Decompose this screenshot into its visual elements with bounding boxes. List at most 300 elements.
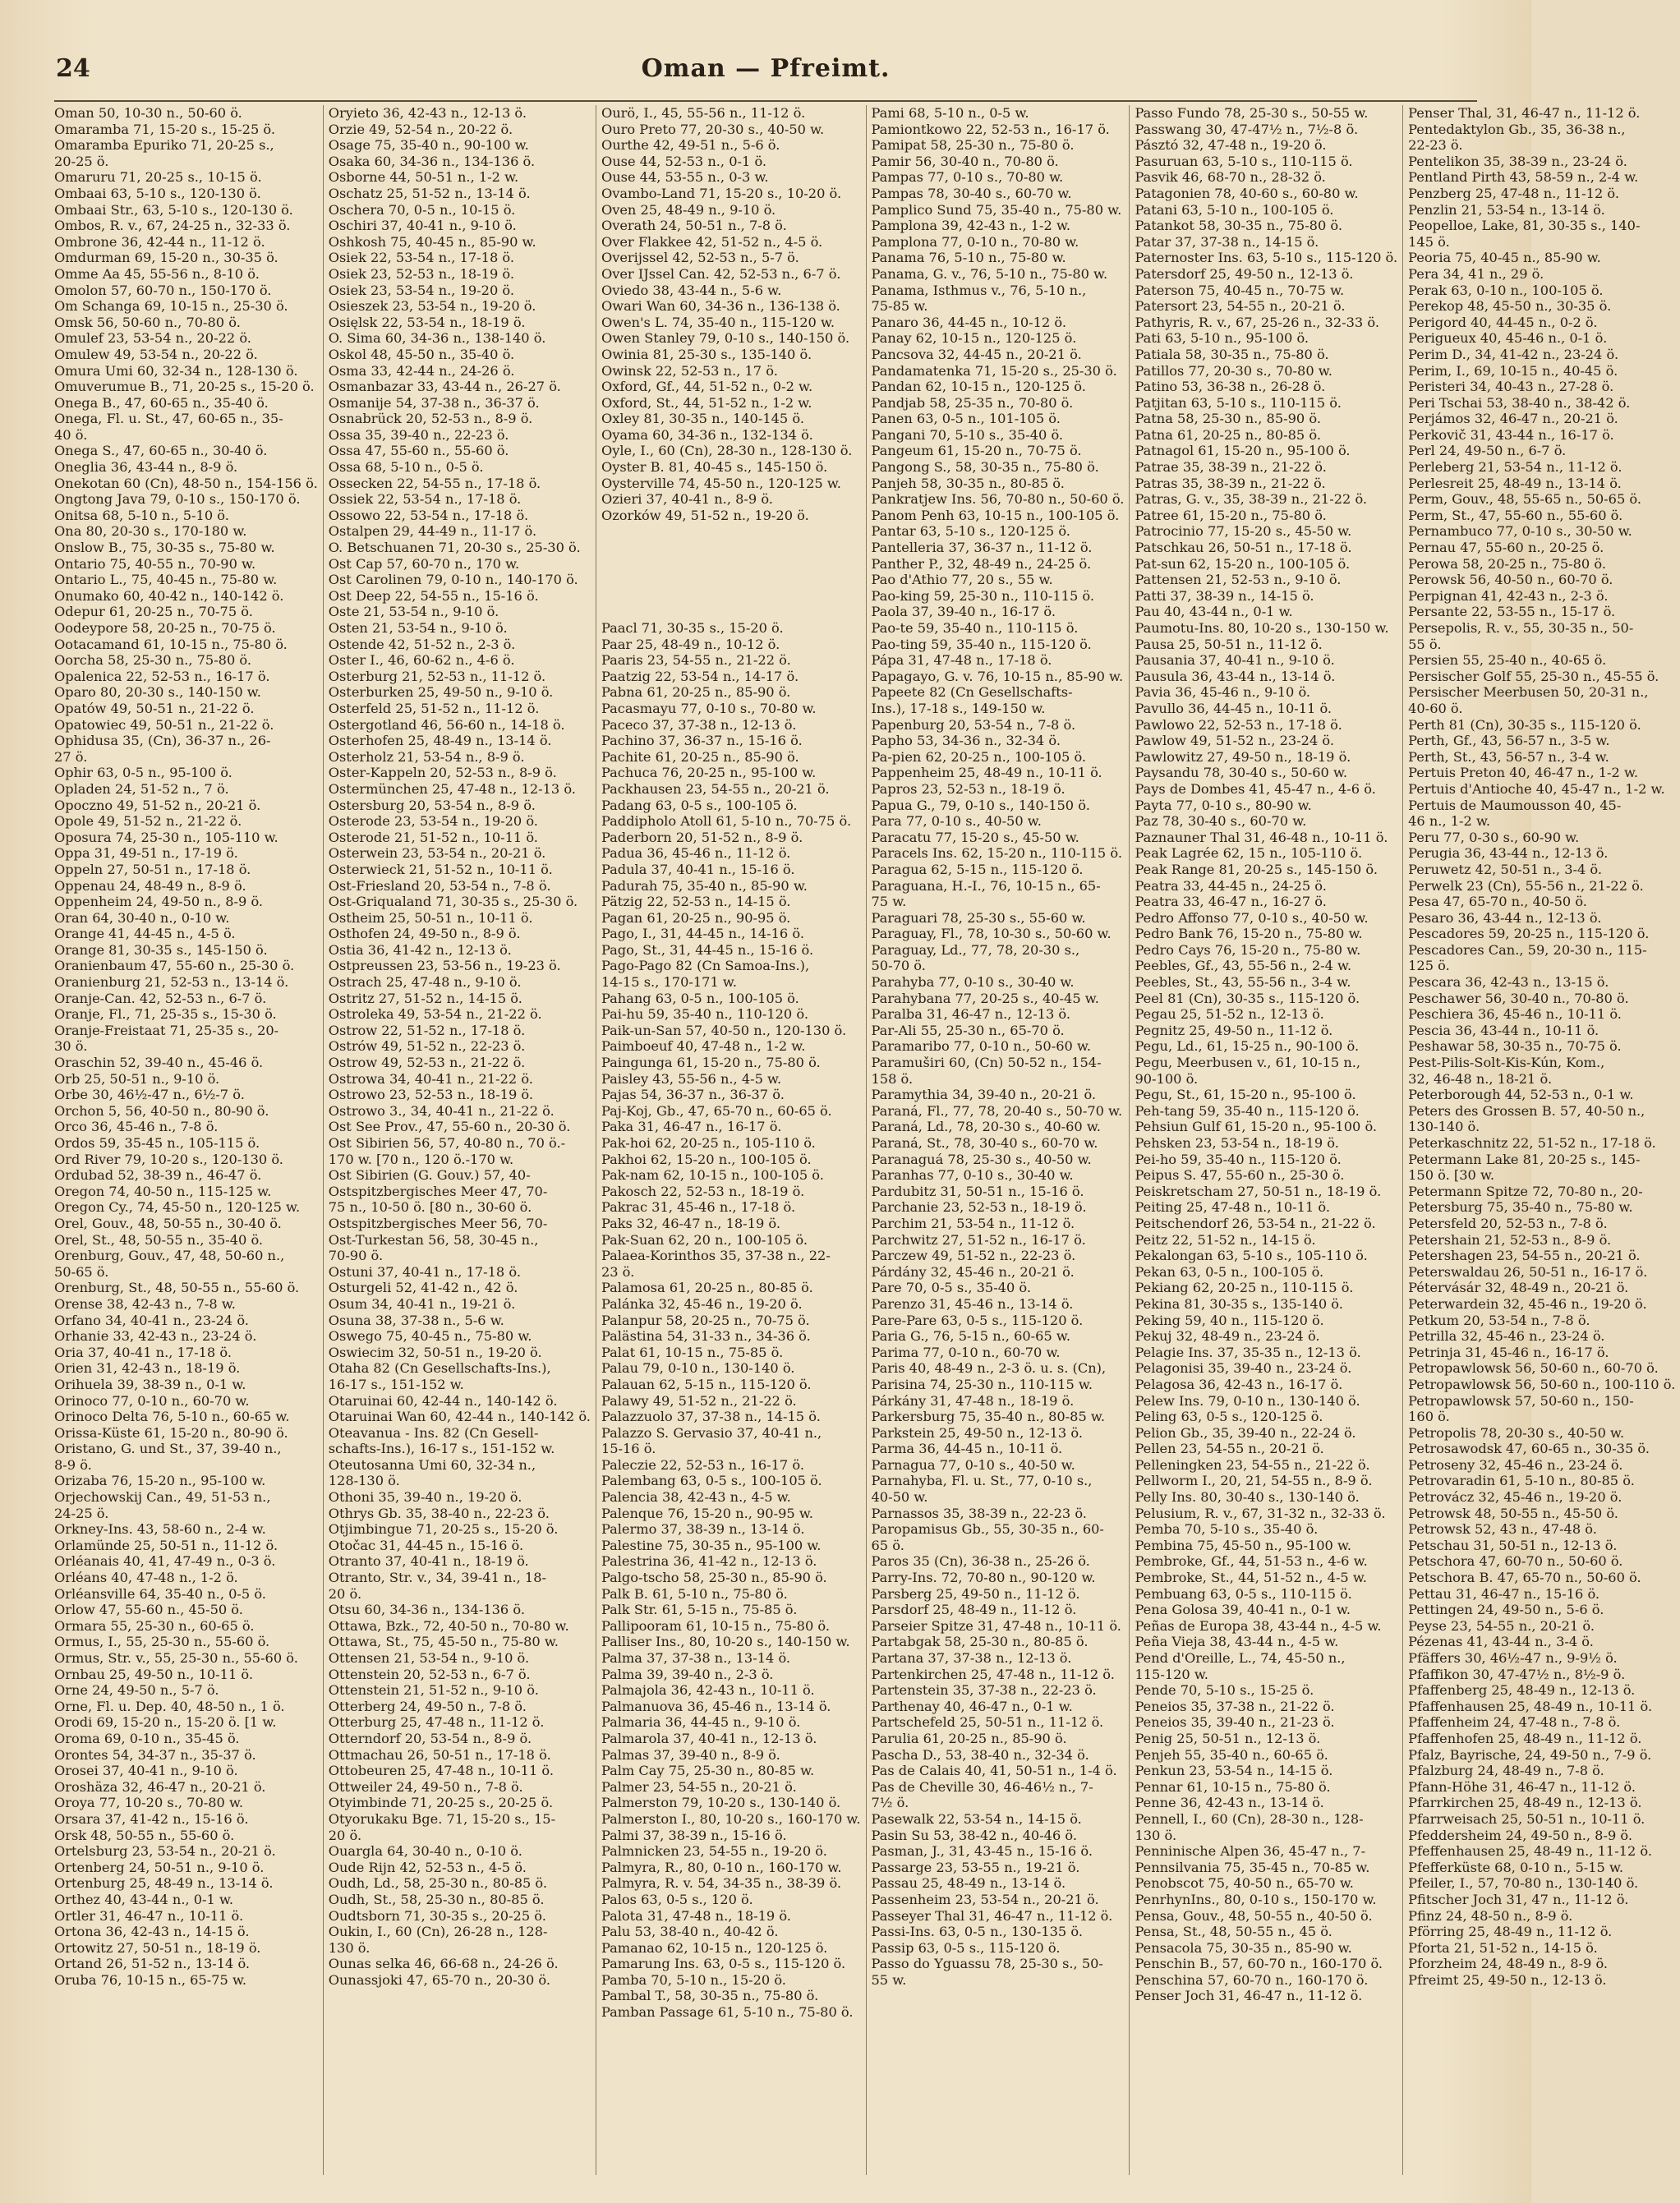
index-entry: Pfalz, Bayrische, 24, 49-50 n., 7-9 ö. — [1408, 1746, 1652, 1763]
index-entry: PenrhynIns., 80, 0-10 s., 150-170 w. — [1135, 1891, 1377, 1907]
index-entry: Penkun 23, 53-54 n., 14-15 ö. — [1135, 1763, 1333, 1779]
index-entry: Opatowiec 49, 50-51 n., 21-22 ö. — [54, 716, 274, 733]
index-entry: Pago, I., 31, 44-45 n., 14-16 ö. — [601, 926, 804, 942]
index-entry: Oranje-Can. 42, 52-53 n., 6-7 ö. — [54, 990, 267, 1006]
index-entry: Panama, Isthmus v., 76, 5-10 n., — [871, 282, 1087, 298]
index-entry: Pachuca 76, 20-25 n., 95-100 w. — [601, 765, 817, 781]
index-entry: Ossa 68, 5-10 n., 0-5 ö. — [328, 459, 484, 476]
index-entry: Pásztó 32, 47-48 n., 19-20 ö. — [1135, 137, 1327, 154]
index-entry: Osterhofen 25, 48-49 n., 13-14 ö. — [328, 733, 552, 749]
index-entry: Pfinz 24, 48-50 n., 8-9 ö. — [1408, 1907, 1573, 1924]
index-entry: Oppenau 24, 48-49 n., 8-9 ö. — [54, 877, 246, 894]
index-entry: Passo Fundo 78, 25-30 s., 50-55 w. — [1135, 105, 1369, 121]
index-entry: Perl 24, 49-50 n., 6-7 ö. — [1408, 443, 1567, 459]
index-entry: Ottenstein 20, 52-53 n., 6-7 ö. — [328, 1666, 531, 1682]
index-entry: Pesaro 36, 43-44 n., 12-13 ö. — [1408, 909, 1602, 926]
index-entry: Orchon 5, 56, 40-50 n., 80-90 ö. — [54, 1102, 269, 1119]
index-entry: Oschera 70, 0-5 n., 10-15 ö. — [328, 201, 516, 218]
index-entry: Paks 32, 46-47 n., 18-19 ö. — [601, 1215, 780, 1231]
index-entry: Ostrowa 34, 40-41 n., 21-22 ö. — [328, 1070, 533, 1087]
index-entry: Pausania 37, 40-41 n., 9-10 ö. — [1135, 652, 1335, 669]
index-entry: Oxley 81, 30-35 n., 140-145 ö. — [601, 411, 804, 427]
index-entry: Opole 49, 51-52 n., 21-22 ö. — [54, 813, 242, 830]
index-entry: Ortler 31, 46-47 n., 10-11 ö. — [54, 1907, 244, 1924]
index-entry: Parsdorf 25, 48-49 n., 11-12 ö. — [871, 1602, 1077, 1618]
index-entry: Ostersburg 20, 53-54 n., 8-9 ö. — [328, 797, 536, 813]
index-entry: Pangani 70, 5-10 s., 35-40 ö. — [871, 426, 1064, 443]
index-entry: 170 w. [70 n., 120 ö.-170 w. — [328, 1151, 514, 1167]
index-entry: 27 ö. — [54, 748, 88, 765]
index-entry: Pao-king 59, 25-30 n., 110-115 ö. — [871, 587, 1095, 604]
index-entry: Ounas selka 46, 66-68 n., 24-26 ö. — [328, 1956, 559, 1972]
index-entry: Over Flakkee 42, 51-52 n., 4-5 ö. — [601, 233, 823, 250]
index-entry: Ombaai Str., 63, 5-10 s., 120-130 ö. — [54, 201, 293, 218]
index-entry: Peoria 75, 40-45 n., 85-90 w. — [1408, 250, 1601, 266]
index-entry: Párdány 32, 45-46 n., 20-21 ö. — [871, 1263, 1075, 1280]
index-entry: Ortona 36, 42-43 n., 14-15 ö. — [54, 1924, 250, 1940]
index-entry: Oukin, I., 60 (Cn), 26-28 n., 128- — [328, 1924, 548, 1940]
index-entry: Orne 24, 49-50 n., 5-7 ö. — [54, 1682, 219, 1699]
index-entry: Owen Stanley 79, 0-10 s., 140-150 ö. — [601, 330, 850, 347]
index-entry: Pampas 77, 0-10 s., 70-80 w. — [871, 169, 1064, 186]
index-entry: Perleberg 21, 53-54 n., 11-12 ö. — [1408, 459, 1622, 476]
index-entry: Peiting 25, 47-48 n., 10-11 ö. — [1135, 1199, 1330, 1216]
index-entry: 24-25 ö. — [54, 1505, 109, 1521]
index-entry: Osten 21, 53-54 n., 9-10 ö. — [328, 620, 508, 636]
index-entry: Parthenay 40, 46-47 n., 0-1 w. — [871, 1698, 1073, 1714]
index-entry: Orb 25, 50-51 n., 9-10 ö. — [54, 1070, 220, 1087]
index-entry: Ost Sibirien 56, 57, 40-80 n., 70 ö.- — [328, 1135, 566, 1151]
index-entry: Perth, St., 43, 56-57 n., 3-4 w. — [1408, 748, 1609, 765]
index-entry: Pankratjew Ins. 56, 70-80 n., 50-60 ö. — [871, 491, 1125, 508]
index-entry: Pest-Pilis-Solt-Kis-Kún, Kom., — [1408, 1055, 1605, 1071]
index-entry: Orlamünde 25, 50-51 n., 11-12 ö. — [54, 1537, 278, 1553]
index-entry: 40-50 w. — [871, 1489, 928, 1506]
index-entry: Ottawa, St., 75, 45-50 n., 75-80 w. — [328, 1634, 559, 1650]
index-entry: Pembroke, Gf., 44, 51-53 n., 4-6 w. — [1135, 1553, 1368, 1570]
running-title: Oman — Pfreimt. — [641, 54, 891, 83]
index-entry: Otaruinai 60, 42-44 n., 140-142 ö. — [328, 1392, 558, 1409]
index-entry: Pensa, St., 48, 50-55 n., 45 ö. — [1135, 1924, 1332, 1940]
index-entry: Pellworm I., 20, 21, 54-55 n., 8-9 ö. — [1135, 1473, 1373, 1489]
index-entry: Pasin Su 53, 38-42 n., 40-46 ö. — [871, 1827, 1078, 1843]
index-entry: Pétervásár 32, 48-49 n., 20-21 ö. — [1408, 1280, 1629, 1296]
index-entry: Persischer Meerbusen 50, 20-31 n., — [1408, 684, 1649, 701]
index-entry — [601, 540, 861, 556]
index-entry: Pehsken 23, 53-54 n., 18-19 ö. — [1135, 1135, 1339, 1151]
index-entry: Oranje-Freistaat 71, 25-35 s., 20- — [54, 1022, 279, 1038]
index-entry: Ormus, I., 55, 25-30 n., 55-60 ö. — [54, 1634, 270, 1650]
index-entry: Pegnitz 25, 49-50 n., 11-12 ö. — [1135, 1022, 1333, 1038]
index-entry: Pamplona 39, 42-43 n., 1-2 w. — [871, 218, 1071, 234]
index-entry: Palestrina 36, 41-42 n., 12-13 ö. — [601, 1553, 817, 1570]
index-entry: Osmanbazar 33, 43-44 n., 26-27 ö. — [328, 379, 561, 395]
index-entry: Patschkau 26, 50-51 n., 17-18 ö. — [1135, 540, 1352, 556]
index-entry: Peyse 23, 54-55 n., 20-21 ö. — [1408, 1617, 1595, 1634]
index-entry: Osborne 44, 50-51 n., 1-2 w. — [328, 169, 519, 186]
index-entry: Perigueux 40, 45-46 n., 0-1 ö. — [1408, 330, 1608, 347]
index-entry: Parchanie 23, 52-53 n., 18-19 ö. — [871, 1199, 1087, 1216]
index-entry: Paramuširi 60, (Cn) 50-52 n., 154- — [871, 1055, 1102, 1071]
index-entry: Orléans 40, 47-48 n., 1-2 ö. — [54, 1570, 238, 1586]
index-entry: Oraschin 52, 39-40 n., 45-46 ö. — [54, 1055, 264, 1071]
index-entry: Paralba 31, 46-47 n., 12-13 ö. — [871, 1006, 1071, 1023]
index-entry: Penninische Alpen 36, 45-47 n., 7- — [1135, 1843, 1366, 1860]
index-entry: Palawy 49, 51-52 n., 21-22 ö. — [601, 1392, 797, 1409]
index-entry: Palästina 54, 31-33 n., 34-36 ö. — [601, 1328, 811, 1345]
index-entry: Peatra 33, 46-47 n., 16-27 ö. — [1135, 894, 1327, 910]
index-entry: Peking 59, 40 n., 115-120 ö. — [1135, 1312, 1324, 1328]
index-entry: Osieszek 23, 53-54 n., 19-20 ö. — [328, 298, 536, 315]
index-entry: Petrovácz 32, 45-46 n., 19-20 ö. — [1408, 1489, 1622, 1506]
index-entry: Oregon 74, 40-50 n., 115-125 w. — [54, 1183, 272, 1199]
index-entry: 14-15 s., 170-171 w. — [601, 974, 737, 991]
index-entry: Oxford, St., 44, 51-52 n., 1-2 w. — [601, 394, 812, 411]
index-entry: Parahybana 77, 20-25 s., 40-45 w. — [871, 990, 1099, 1006]
index-entry: Peatra 33, 44-45 n., 24-25 ö. — [1135, 877, 1327, 894]
index-entry: Panen 63, 0-5 n., 101-105 ö. — [871, 411, 1061, 427]
index-entry: Pausula 36, 43-44 n., 13-14 ö. — [1135, 668, 1336, 684]
index-entry: Pamipat 58, 25-30 n., 75-80 ö. — [871, 137, 1075, 154]
index-entry: Pedro Bank 76, 15-20 n., 75-80 w. — [1135, 926, 1363, 942]
index-entry: Penzberg 25, 47-48 n., 11-12 ö. — [1408, 185, 1619, 201]
index-entry: Petroseny 32, 45-46 n., 23-24 ö. — [1408, 1456, 1623, 1473]
index-entry: 23 ö. — [601, 1263, 635, 1280]
index-entry: Owari Wan 60, 34-36 n., 136-138 ö. — [601, 298, 840, 315]
index-entry: Parchwitz 27, 51-52 n., 16-17 ö. — [871, 1231, 1086, 1248]
index-entry: Pertuis de Maumousson 40, 45- — [1408, 797, 1622, 813]
index-entry: 50-70 ö. — [871, 958, 926, 974]
index-entry: Papua G., 79, 0-10 s., 140-150 ö. — [871, 797, 1090, 813]
index-entry: Perm, Gouv., 48, 55-65 n., 50-65 ö. — [1408, 491, 1641, 508]
index-entry: Oyle, I., 60 (Cn), 28-30 n., 128-130 ö. — [601, 443, 853, 459]
index-entry: Pegu, Meerbusen v., 61, 10-15 n., — [1135, 1055, 1361, 1071]
index-entry: Otterberg 24, 49-50 n., 7-8 ö. — [328, 1698, 527, 1714]
index-entry: Oskol 48, 45-50 n., 35-40 ö. — [328, 346, 515, 362]
index-entry: Pemba 70, 5-10 s., 35-40 ö. — [1135, 1521, 1319, 1538]
index-entry: Omaruru 71, 20-25 s., 10-15 ö. — [54, 169, 262, 186]
index-entry: Oodeypore 58, 20-25 n., 70-75 ö. — [54, 620, 276, 636]
index-entry: Pfaffenheim 24, 47-48 n., 7-8 ö. — [1408, 1714, 1621, 1731]
index-entry: Otyimbinde 71, 20-25 s., 20-25 ö. — [328, 1795, 554, 1811]
index-entry: Paleczie 22, 52-53 n., 16-17 ö. — [601, 1456, 804, 1473]
index-entry: Pa-pien 62, 20-25 n., 100-105 ö. — [871, 748, 1087, 765]
index-entry — [601, 523, 861, 540]
index-entry: Petrovaradin 61, 5-10 n., 80-85 ö. — [1408, 1473, 1635, 1489]
index-entry: Pensacola 75, 30-35 n., 85-90 w. — [1135, 1939, 1352, 1956]
index-entry: Pelagosa 36, 42-43 n., 16-17 ö. — [1135, 1376, 1343, 1392]
index-entry: Pau 40, 43-44 n., 0-1 w. — [1135, 604, 1293, 620]
index-entry: Oudh, St., 58, 25-30 n., 80-85 ö. — [328, 1891, 545, 1907]
index-entry: Pamir 56, 30-40 n., 70-80 ö. — [871, 153, 1059, 169]
index-entry: Paraná, Fl., 77, 78, 20-40 s., 50-70 w. — [871, 1102, 1123, 1119]
index-entry: Pfaffikon 30, 47-47½ n., 8½-9 ö. — [1408, 1666, 1626, 1682]
index-entry: Pamplico Sund 75, 35-40 n., 75-80 w. — [871, 201, 1122, 218]
index-entry: Panay 62, 10-15 n., 120-125 ö. — [871, 330, 1077, 347]
index-entry: Pelagonisi 35, 39-40 n., 23-24 ö. — [1135, 1360, 1352, 1377]
index-entry: Papros 23, 52-53 n., 18-19 ö. — [871, 780, 1066, 797]
index-entry: Pasuruan 63, 5-10 s., 110-115 ö. — [1135, 153, 1353, 169]
index-entry: Orinoco 77, 0-10 n., 60-70 w. — [54, 1392, 250, 1409]
index-entry: Paola 37, 39-40 n., 16-17 ö. — [871, 604, 1056, 620]
index-entry: Paddipholo Atoll 61, 5-10 n., 70-75 ö. — [601, 813, 852, 830]
index-entry: Ormara 55, 25-30 n., 60-65 ö. — [54, 1617, 255, 1634]
index-entry: Opoczno 49, 51-52 n., 20-21 ö. — [54, 797, 261, 813]
index-entry: Papho 53, 34-36 n., 32-34 ö. — [871, 733, 1061, 749]
index-entry: Ortenburg 25, 48-49 n., 13-14 ö. — [54, 1875, 274, 1892]
index-entry: Parchim 21, 53-54 n., 11-12 ö. — [871, 1215, 1075, 1231]
index-entry: Ord River 79, 10-20 s., 120-130 ö. — [54, 1151, 283, 1167]
index-entry: Oposura 74, 25-30 n., 105-110 w. — [54, 829, 278, 845]
index-entry: Petschora 47, 60-70 n., 50-60 ö. — [1408, 1553, 1623, 1570]
index-entry: Ornbau 25, 49-50 n., 10-11 ö. — [54, 1666, 253, 1682]
index-entry: Petropawlowsk 56, 50-60 n., 60-70 ö. — [1408, 1360, 1659, 1377]
index-entry: Papenburg 20, 53-54 n., 7-8 ö. — [871, 716, 1076, 733]
index-entry: Over IJssel Can. 42, 52-53 n., 6-7 ö. — [601, 265, 841, 282]
index-entry: Paranhas 77, 0-10 s., 30-40 w. — [871, 1167, 1074, 1184]
index-entry: Petschora B. 47, 65-70 n., 50-60 ö. — [1408, 1570, 1641, 1586]
index-entry: Peneios 35, 39-40 n., 21-23 ö. — [1135, 1714, 1335, 1731]
index-entry: Pappenheim 25, 48-49 n., 10-11 ö. — [871, 765, 1102, 781]
index-entry: Pfalzburg 24, 48-49 n., 7-8 ö. — [1408, 1763, 1604, 1779]
index-entry: Otočac 31, 44-45 n., 15-16 ö. — [328, 1537, 524, 1553]
index-entry: Othoni 35, 39-40 n., 19-20 ö. — [328, 1489, 522, 1506]
index-entry: Onumako 60, 40-42 n., 140-142 ö. — [54, 587, 284, 604]
index-column-4 — [866, 105, 1130, 2175]
index-entry: Petkum 20, 53-54 n., 7-8 ö. — [1408, 1312, 1590, 1328]
index-entry: 16-17 s., 151-152 w. — [328, 1376, 464, 1392]
index-entry: Pasvik 46, 68-70 n., 28-32 ö. — [1135, 169, 1326, 186]
index-entry: Pantelleria 37, 36-37 n., 11-12 ö. — [871, 540, 1093, 556]
index-entry: Ost-Friesland 20, 53-54 n., 7-8 ö. — [328, 877, 551, 894]
index-entry: Ottenstein 21, 51-52 n., 9-10 ö. — [328, 1682, 539, 1699]
index-entry: Pawlowitz 27, 49-50 n., 18-19 ö. — [1135, 748, 1351, 765]
index-entry: Osterode 23, 53-54 n., 19-20 ö. — [328, 813, 538, 830]
index-entry: Ordubad 52, 38-39 n., 46-47 ö. — [54, 1167, 262, 1184]
index-entry: Pago, St., 31, 44-45 n., 15-16 ö. — [601, 941, 814, 958]
index-entry: Oryieto 36, 42-43 n., 12-13 ö. — [328, 105, 527, 121]
index-entry: Peitschendorf 26, 53-54 n., 21-22 ö. — [1135, 1215, 1376, 1231]
index-entry: Pak-hoi 62, 20-25 n., 105-110 ö. — [601, 1135, 816, 1151]
index-entry: Peterwardein 32, 45-46 n., 19-20 ö. — [1408, 1295, 1647, 1312]
index-entry: Petrosawodsk 47, 60-65 n., 30-35 ö. — [1408, 1441, 1650, 1457]
index-entry: Pahang 63, 0-5 n., 100-105 ö. — [601, 990, 799, 1006]
index-entry: Palestine 75, 30-35 n., 95-100 w. — [601, 1537, 822, 1553]
index-entry: Pettingen 24, 49-50 n., 5-6 ö. — [1408, 1602, 1604, 1618]
index-entry: Orontes 54, 34-37 n., 35-37 ö. — [54, 1746, 256, 1763]
index-entry: Owinsk 22, 52-53 n., 17 ö. — [601, 362, 778, 379]
index-entry: Oneglia 36, 43-44 n., 8-9 ö. — [54, 459, 238, 476]
index-entry: Pao-te 59, 35-40 n., 110-115 ö. — [871, 620, 1079, 636]
index-entry: Palazzuolo 37, 37-38 n., 14-15 ö. — [601, 1409, 821, 1425]
index-entry: Ost Cap 57, 60-70 n., 170 w. — [328, 555, 520, 572]
index-entry: Osiek 22, 53-54 n., 17-18 ö. — [328, 250, 515, 266]
index-entry: Paraná, Ld., 78, 20-30 s., 40-60 w. — [871, 1119, 1101, 1135]
index-entry: Osthofen 24, 49-50 n., 8-9 ö. — [328, 926, 521, 942]
index-entry: Palmi 37, 38-39 n., 15-16 ö. — [601, 1827, 787, 1843]
index-entry: Parma 36, 44-45 n., 10-11 ö. — [871, 1441, 1063, 1457]
index-entry: Petropawlowsk 56, 50-60 n., 100-110 ö. — [1408, 1376, 1676, 1392]
index-entry: Pare 70, 0-5 s., 35-40 ö. — [871, 1280, 1032, 1296]
index-entry: Peri Tschai 53, 38-40 n., 38-42 ö. — [1408, 394, 1631, 411]
index-entry: Paceco 37, 37-38 n., 12-13 ö. — [601, 716, 797, 733]
index-entry: Parsberg 25, 49-50 n., 11-12 ö. — [871, 1585, 1080, 1602]
index-entry: Ostalpen 29, 44-49 n., 11-17 ö. — [328, 523, 537, 540]
index-entry: Orense 38, 42-43 n., 7-8 w. — [54, 1295, 236, 1312]
index-entry: Paj-Koj, Gb., 47, 65-70 n., 60-65 ö. — [601, 1102, 832, 1119]
index-entry: Panama, G. v., 76, 5-10 n., 75-80 w. — [871, 265, 1108, 282]
index-entry: Paraná, St., 78, 30-40 s., 60-70 w. — [871, 1135, 1098, 1151]
index-entry: Pelleningken 23, 54-55 n., 21-22 ö. — [1135, 1456, 1370, 1473]
index-entry: Orel, St., 48, 50-55 n., 35-40 ö. — [54, 1231, 264, 1248]
index-entry: Oregon Cy., 74, 45-50 n., 120-125 w. — [54, 1199, 301, 1216]
index-entry: Passip 63, 0-5 s., 115-120 ö. — [871, 1939, 1061, 1956]
index-entry: Peters des Grossen B. 57, 40-50 n., — [1408, 1102, 1645, 1119]
index-entry: Ost Deep 22, 54-55 n., 15-16 ö. — [328, 587, 539, 604]
index-entry: Paik-un-San 57, 40-50 n., 120-130 ö. — [601, 1022, 847, 1038]
index-entry: Oxford, Gf., 44, 51-52 n., 0-2 w. — [601, 379, 813, 395]
index-entry: O. Betschuanen 71, 20-30 s., 25-30 ö. — [328, 540, 581, 556]
index-entry: Peschiera 36, 45-46 n., 10-11 ö. — [1408, 1006, 1622, 1023]
index-entry: Otranto, Str. v., 34, 39-41 n., 18- — [328, 1570, 546, 1586]
index-entry: Orel, Gouv., 48, 50-55 n., 30-40 ö. — [54, 1215, 282, 1231]
index-entry: Oran 64, 30-40 n., 0-10 w. — [54, 909, 230, 926]
index-entry: Paar 25, 48-49 n., 10-12 ö. — [601, 636, 780, 652]
index-entry: Patti 37, 38-39 n., 14-15 ö. — [1135, 587, 1314, 604]
index-entry: Ontario L., 75, 40-45 n., 75-80 w. — [54, 572, 278, 588]
index-entry: Perugia 36, 43-44 n., 12-13 ö. — [1408, 845, 1609, 862]
index-entry: 115-120 w. — [1135, 1666, 1208, 1682]
index-entry: Omaramba 71, 15-20 s., 15-25 ö. — [54, 121, 276, 137]
index-entry: Palmarola 37, 40-41 n., 12-13 ö. — [601, 1730, 817, 1746]
index-entry: Persien 55, 25-40 n., 40-65 ö. — [1408, 652, 1607, 669]
index-entry: Patillos 77, 20-30 s., 70-80 w. — [1135, 362, 1332, 379]
index-entry: Petropawlowsk 57, 50-60 n., 150- — [1408, 1392, 1634, 1409]
index-entry: Osma 33, 42-44 n., 24-26 ö. — [328, 362, 515, 379]
index-entry: Pekalongan 63, 5-10 s., 105-110 ö. — [1135, 1248, 1368, 1264]
index-entry: Oste 21, 53-54 n., 9-10 ö. — [328, 604, 499, 620]
index-entry: Pat-sun 62, 15-20 n., 100-105 ö. — [1135, 555, 1351, 572]
index-entry: Panama 76, 5-10 n., 75-80 w. — [871, 250, 1066, 266]
index-entry: Ortand 26, 51-52 n., 13-14 ö. — [54, 1956, 251, 1972]
index-entry: Orenburg, Gouv., 47, 48, 50-60 n., — [54, 1248, 285, 1264]
index-entry: Perpignan 41, 42-43 n., 2-3 ö. — [1408, 587, 1609, 604]
index-entry: 55 w. — [871, 1971, 907, 1988]
index-entry: Pettau 31, 46-47 n., 15-16 ö. — [1408, 1585, 1600, 1602]
index-entry: Osterburg 21, 52-53 n., 11-12 ö. — [328, 668, 546, 684]
index-entry: Oviedo 38, 43-44 n., 5-6 w. — [601, 282, 782, 298]
index-entry: Pavia 36, 45-46 n., 9-10 ö. — [1135, 684, 1311, 701]
index-entry: Pays de Dombes 41, 45-47 n., 4-6 ö. — [1135, 780, 1376, 797]
index-entry: Ostermünchen 25, 47-48 n., 12-13 ö. — [328, 780, 576, 797]
index-entry: Perjámos 32, 46-47 n., 20-21 ö. — [1408, 411, 1618, 427]
index-entry: Oshkosh 75, 40-45 n., 85-90 w. — [328, 233, 536, 250]
index-entry: Persischer Golf 55, 25-30 n., 45-55 ö. — [1408, 668, 1659, 684]
index-entry: Pera 34, 41 n., 29 ö. — [1408, 265, 1544, 282]
index-entry: Pfann-Höhe 31, 46-47 n., 11-12 ö. — [1408, 1778, 1636, 1795]
index-entry: 15-16 ö. — [601, 1441, 656, 1457]
index-entry: Oparo 80, 20-30 s., 140-150 w. — [54, 684, 261, 701]
index-entry: Petersfeld 20, 52-53 n., 7-8 ö. — [1408, 1215, 1608, 1231]
index-entry: Ostrow 49, 52-53 n., 21-22 ö. — [328, 1055, 526, 1071]
index-entry: Pennar 61, 10-15 n., 75-80 ö. — [1135, 1778, 1331, 1795]
index-entry: Palota 31, 47-48 n., 18-19 ö. — [601, 1907, 791, 1924]
index-entry: Pachino 37, 36-37 n., 15-16 ö. — [601, 733, 803, 749]
index-entry: Paragua 62, 5-15 n., 115-120 ö. — [871, 861, 1084, 877]
index-entry: Orange 41, 44-45 n., 4-5 ö. — [54, 926, 236, 942]
index-entry: Petershagen 23, 54-55 n., 20-21 ö. — [1408, 1248, 1641, 1264]
index-entry: Petermann Lake 81, 20-25 s., 145- — [1408, 1151, 1641, 1167]
page-header — [49, 48, 1482, 89]
index-entry: 32, 46-48 n., 18-21 ö. — [1408, 1070, 1553, 1087]
index-entry: Opatów 49, 50-51 n., 21-22 ö. — [54, 700, 255, 716]
index-entry: Pescia 36, 43-44 n., 10-11 ö. — [1408, 1022, 1599, 1038]
index-entry: Ossowo 22, 53-54 n., 17-18 ö. — [328, 507, 529, 523]
index-entry: Pentland Pirth 43, 58-59 n., 2-4 w. — [1408, 169, 1639, 186]
index-entry: Persepolis, R. v., 55, 30-35 n., 50- — [1408, 620, 1634, 636]
index-entry: Patna 61, 20-25 n., 80-85 ö. — [1135, 426, 1321, 443]
index-entry: Pézenas 41, 43-44 n., 3-4 ö. — [1408, 1634, 1594, 1650]
index-entry: Ostergotland 46, 56-60 n., 14-18 ö. — [328, 716, 565, 733]
index-entry: Pena Golosa 39, 40-41 n., 0-1 w. — [1135, 1602, 1351, 1618]
index-entry: Omdurman 69, 15-20 n., 30-35 ö. — [54, 250, 278, 266]
index-entry: Palat 61, 10-15 n., 75-85 ö. — [601, 1344, 784, 1360]
index-entry: Penobscot 75, 40-50 n., 65-70 w. — [1135, 1875, 1354, 1892]
index-entry: Penser Thal, 31, 46-47 n., 11-12 ö. — [1408, 105, 1641, 121]
index-entry: Palu 53, 38-40 n., 40-42 ö. — [601, 1924, 779, 1940]
index-entry: Paropamisus Gb., 55, 30-35 n., 60- — [871, 1521, 1104, 1538]
index-entry: Ortowitz 27, 50-51 n., 18-19 ö. — [54, 1939, 261, 1956]
index-entry: Pegu, St., 61, 15-20 n., 95-100 ö. — [1135, 1087, 1356, 1103]
index-entry: 40-60 ö. — [1408, 700, 1463, 716]
index-entry: Peak Lagrée 62, 15 n., 105-110 ö. — [1135, 845, 1363, 862]
index-entry: Perim D., 34, 41-42 n., 23-24 ö. — [1408, 346, 1619, 362]
index-entry — [601, 556, 861, 573]
index-entry: Ombrone 36, 42-44 n., 11-12 ö. — [54, 233, 265, 250]
index-entry: Osięlsk 22, 53-54 n., 18-19 ö. — [328, 314, 526, 330]
index-entry: Ottensen 21, 53-54 n., 9-10 ö. — [328, 1650, 530, 1666]
index-entry: Perkovič 31, 43-44 n., 16-17 ö. — [1408, 426, 1614, 443]
index-entry: Patiala 58, 30-35 n., 75-80 ö. — [1135, 346, 1329, 362]
index-entry: Orléanais 40, 41, 47-49 n., 0-3 ö. — [54, 1553, 276, 1570]
index-entry: Pernau 47, 55-60 n., 20-25 ö. — [1408, 540, 1604, 556]
index-entry: Palembang 63, 0-5 s., 100-105 ö. — [601, 1473, 822, 1489]
index-entry: Pernambuco 77, 0-10 s., 30-50 w. — [1408, 523, 1632, 540]
index-entry: Padurah 75, 35-40 n., 85-90 w. — [601, 877, 808, 894]
index-entry: Pertuis Preton 40, 46-47 n., 1-2 w. — [1408, 765, 1639, 781]
index-entry: Panjeh 58, 30-35 n., 80-85 ö. — [871, 475, 1065, 491]
index-entry: Oroya 77, 10-20 s., 70-80 w. — [54, 1795, 244, 1811]
index-entry: Panther P., 32, 48-49 n., 24-25 ö. — [871, 555, 1092, 572]
index-entry: Ostritz 27, 51-52 n., 14-15 ö. — [328, 990, 522, 1006]
index-entry: Palauan 62, 5-15 n., 115-120 ö. — [601, 1376, 812, 1392]
index-entry: Pabna 61, 20-25 n., 85-90 ö. — [601, 684, 791, 701]
index-entry: Petrowsk 48, 50-55 n., 45-50 ö. — [1408, 1505, 1618, 1521]
index-entry: Ostrow 22, 51-52 n., 17-18 ö. — [328, 1022, 526, 1038]
index-entry: Peru 77, 0-30 s., 60-90 w. — [1408, 829, 1580, 845]
index-entry: Ourö, I., 45, 55-56 n., 11-12 ö. — [601, 105, 806, 121]
index-entry: Peebles, St., 43, 55-56 n., 3-4 w. — [1135, 974, 1351, 991]
index-entry: Palmas 37, 39-40 n., 8-9 ö. — [601, 1746, 780, 1763]
index-entry: Pende 70, 5-10 s., 15-25 ö. — [1135, 1682, 1314, 1699]
index-entry: Overath 24, 50-51 n., 7-8 ö. — [601, 218, 787, 234]
index-entry: Pak-nam 62, 10-15 n., 100-105 ö. — [601, 1167, 824, 1184]
index-entry: Patrocinio 77, 15-20 s., 45-50 w. — [1135, 523, 1352, 540]
index-entry: Osage 75, 35-40 n., 90-100 w. — [328, 137, 529, 154]
index-entry: Pfefferküste 68, 0-10 n., 5-15 w. — [1408, 1859, 1624, 1875]
index-entry: Palma 37, 37-38 n., 13-14 ö. — [601, 1650, 791, 1666]
index-entry: Onega B., 47, 60-65 n., 35-40 ö. — [54, 394, 269, 411]
